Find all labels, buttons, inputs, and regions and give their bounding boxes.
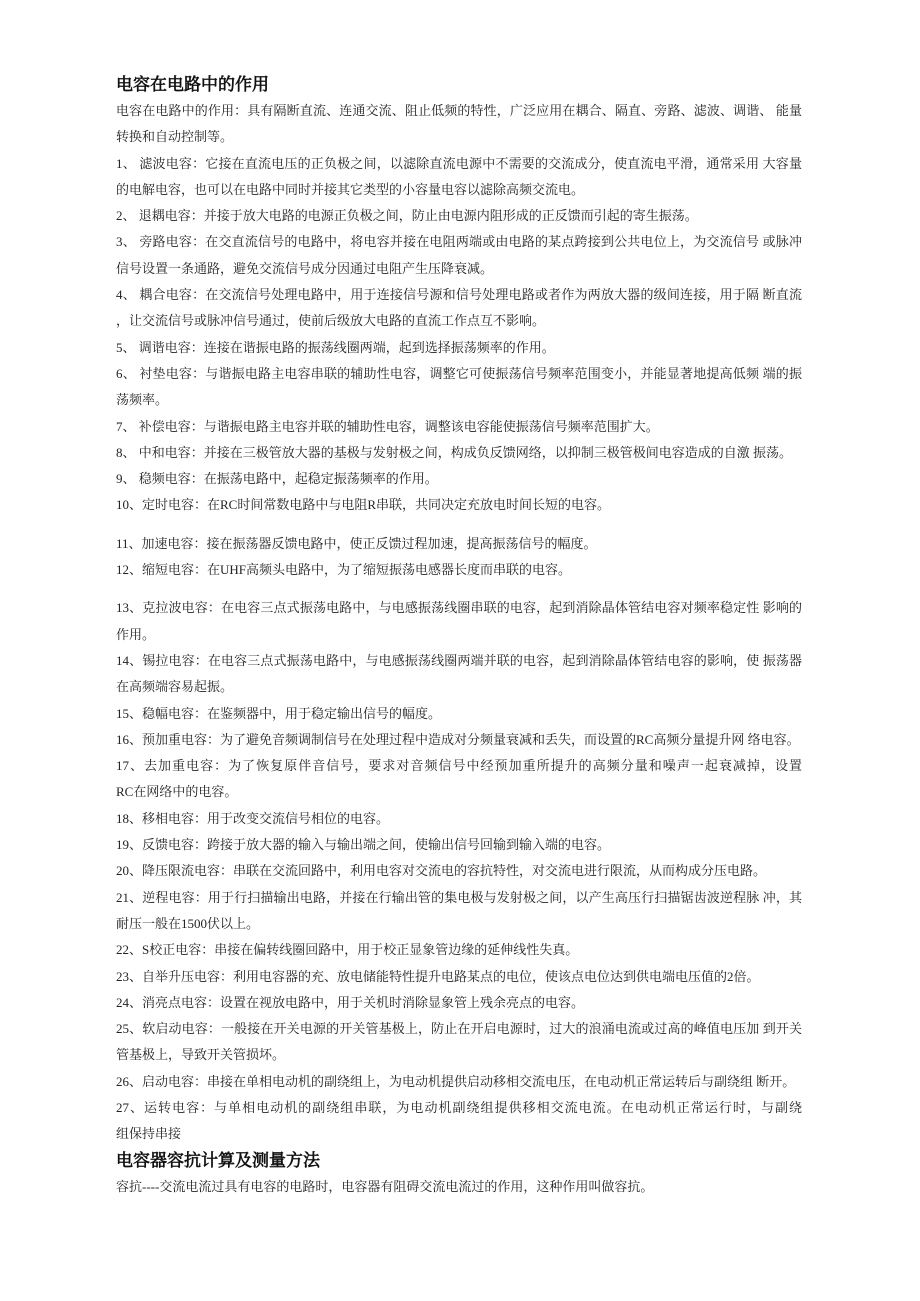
list-item-line: 17、去加重电容：为了恢复原伴音信号，要求对音频信号中经预加重所提升的高频分量和噪声一起衰减掉，设置 <box>116 758 802 774</box>
list-item-line: 14、锡拉电容：在电容三点式振荡电路中，与电感振荡线圈两端并联的电容，起到消除晶体管结电容的影响，使 振荡器 <box>116 652 802 668</box>
list-item <box>116 885 802 938</box>
list-item <box>116 335 802 361</box>
list-item-line: 12、缩短电容：在UHF高频头电路中，为了缩短振荡电感器长度而串联的电容。 <box>116 562 572 578</box>
document-page <box>116 72 802 1200</box>
list-item-line: 24、消亮点电容：设置在视放电路中，用于关机时消除显象管上残余亮点的电容。 <box>116 994 585 1010</box>
list-item-line: 信号设置一条通路，避免交流信号成分因通过电阻产生压降衰减。 <box>116 260 494 276</box>
list-item <box>116 858 802 884</box>
list-item <box>116 832 802 858</box>
list-item-line: 18、移相电容：用于改变交流信号相位的电容。 <box>116 810 390 826</box>
list-item <box>116 282 802 335</box>
list-item <box>116 648 802 701</box>
list-item <box>116 203 802 229</box>
list-item-line: 13、克拉波电容：在电容三点式振荡电路中，与电感振荡线圈串联的电容，起到消除晶体管结电容对频率稳定性 影响的 <box>116 600 802 616</box>
list-item-line: 23、自举升压电容：利用电容器的充、放电储能特性提升电路某点的电位，使该点电位达到供电端电压值的2倍。 <box>116 968 760 984</box>
list-item-line: 6、 衬垫电容：与谐振电路主电容串联的辅助性电容，调整它可使振荡信号频率范围变小，并能显著地提高低频 端的振 <box>116 365 802 381</box>
list-item <box>116 229 802 282</box>
intro-paragraph <box>116 98 802 151</box>
list-item-line: 5、 调谐电容：连接在谐振电路的振荡线圈两端，起到选择振荡频率的作用。 <box>116 339 555 355</box>
list-item-line: 耐压一般在1500伏以上。 <box>116 915 260 931</box>
list-item <box>116 1069 802 1095</box>
reactance-paragraph <box>116 1174 802 1200</box>
list-item-line: RC在网络中的电容。 <box>116 784 238 800</box>
intro-line: 电容在电路中的作用：具有隔断直流、连通交流、阻止低频的特性，广泛应用在耦合、隔直、旁路、滤波、调谐、 能量 <box>116 103 802 118</box>
section-heading-capacitor-roles: 电容在电路中的作用 <box>116 75 269 94</box>
list-item <box>116 361 802 414</box>
list-item <box>116 990 802 1016</box>
list-item-line: ，让交流信号或脉冲信号通过，使前后级放大电路的直流工作点互不影响。 <box>116 313 546 329</box>
list-item-line: 25、软启动电容：一般接在开关电源的开关管基极上，防止在开启电源时，过大的浪涌电流或过高的峰值电压加 到开关 <box>116 1021 802 1037</box>
list-item <box>116 1095 802 1148</box>
list-item <box>116 531 802 557</box>
list-item-line: 3、 旁路电容：在交直流信号的电路中，将电容并接在电阻两端或由电路的某点跨接到公共电位上，为交流信号 或脉冲 <box>116 234 802 250</box>
list-item-line: 11、加速电容：接在振荡器反馈电路中，使正反馈过程加速，提高振荡信号的幅度。 <box>116 535 597 551</box>
list-item-line: 19、反馈电容：跨接于放大器的输入与输出端之间，使输出信号回输到输入端的电容。 <box>116 837 611 853</box>
list-item <box>116 557 802 583</box>
list-item <box>116 964 802 990</box>
list-item <box>116 595 802 648</box>
list-item-line: 20、降压限流电容：串联在交流回路中，利用电容对交流电的容抗特性，对交流电进行限流，从而构成分压电路。 <box>116 863 767 879</box>
list-item-line: 21、逆程电容：用于行扫描输出电路，并接在行输出管的集电极与发射极之间，以产生高压行扫描锯齿波逆程脉 冲，其 <box>116 889 802 905</box>
capacitor-role-list <box>116 151 802 1148</box>
list-item-line: 管基极上，导致开关管损坏。 <box>116 1047 286 1063</box>
list-item <box>116 466 802 492</box>
list-item-line: 1、 滤波电容：它接在直流电压的正负极之间，以滤除直流电源中不需要的交流成分，使直流电平滑，通常采用 大容量 <box>116 155 802 171</box>
list-item <box>116 806 802 832</box>
list-item-line: 7、 补偿电容：与谐振电路主电容并联的辅助性电容，调整该电容能使振荡信号频率范围扩大。 <box>116 418 659 434</box>
list-item-line: 组保持串接 <box>116 1126 182 1142</box>
list-item-line: 荡频率。 <box>116 392 169 408</box>
list-item-line: 8、 中和电容：并接在三极管放大器的基极与发射极之间，构成负反馈网络，以抑制三极管极间电容造成的自激 振荡。 <box>116 444 793 460</box>
list-item-line: 15、稳幅电容：在鉴频器中，用于稳定输出信号的幅度。 <box>116 705 442 721</box>
list-item <box>116 937 802 963</box>
list-item <box>116 727 802 753</box>
list-item-line: 9、 稳频电容：在振荡电路中，起稳定振荡频率的作用。 <box>116 471 438 487</box>
list-item-line: 2、 退耦电容：并接于放大电路的电源正负极之间，防止由电源内阻形成的正反馈而引起的寄生振荡。 <box>116 208 698 224</box>
list-item <box>116 1016 802 1069</box>
list-item-line: 27、运转电容：与单相电动机的副绕组串联，为电动机副绕组提供移相交流电流。在电动机正常运行时，与副绕 <box>116 1099 802 1115</box>
intro-line: 转换和自动控制等。 <box>116 129 234 145</box>
list-item <box>116 701 802 727</box>
list-item-line: 作用。 <box>116 626 156 642</box>
list-item-line: 在高频端容易起振。 <box>116 679 234 695</box>
list-item <box>116 151 802 204</box>
list-item-line: 16、预加重电容：为了避免音频调制信号在处理过程中造成对分频量衰减和丢失，而设置的RC高频分量提升网 络电容。 <box>116 731 800 747</box>
list-item <box>116 440 802 466</box>
list-item-line: 26、启动电容：串接在单相电动机的副绕组上，为电动机提供启动移相交流电压，在电动机正常运转后与副绕组 断开。 <box>116 1073 796 1089</box>
list-item-line: 4、 耦合电容：在交流信号处理电路中，用于连接信号源和信号处理电路或者作为两放大器的级间连接，用于隔 断直流 <box>116 287 802 303</box>
list-item-line: 的电解电容，也可以在电路中同时并接其它类型的小容量电容以滤除高频交流电。 <box>116 181 585 197</box>
list-item <box>116 753 802 806</box>
list-item-line: 10、定时电容：在RC时间常数电路中与电阻R串联，共同决定充放电时间长短的电容。 <box>116 497 611 513</box>
list-item <box>116 492 802 518</box>
section-heading-reactance: 电容器容抗计算及测量方法 <box>116 1150 320 1170</box>
list-item <box>116 414 802 440</box>
list-item-line: 22、S校正电容：串接在偏转线圈回路中，用于校正显象管边缘的延伸线性失真。 <box>116 942 579 958</box>
reactance-line: 容抗----交流电流过具有电容的电路时，电容器有阻碍交流电流过的作用，这种作用叫做容抗。 <box>116 1178 654 1194</box>
